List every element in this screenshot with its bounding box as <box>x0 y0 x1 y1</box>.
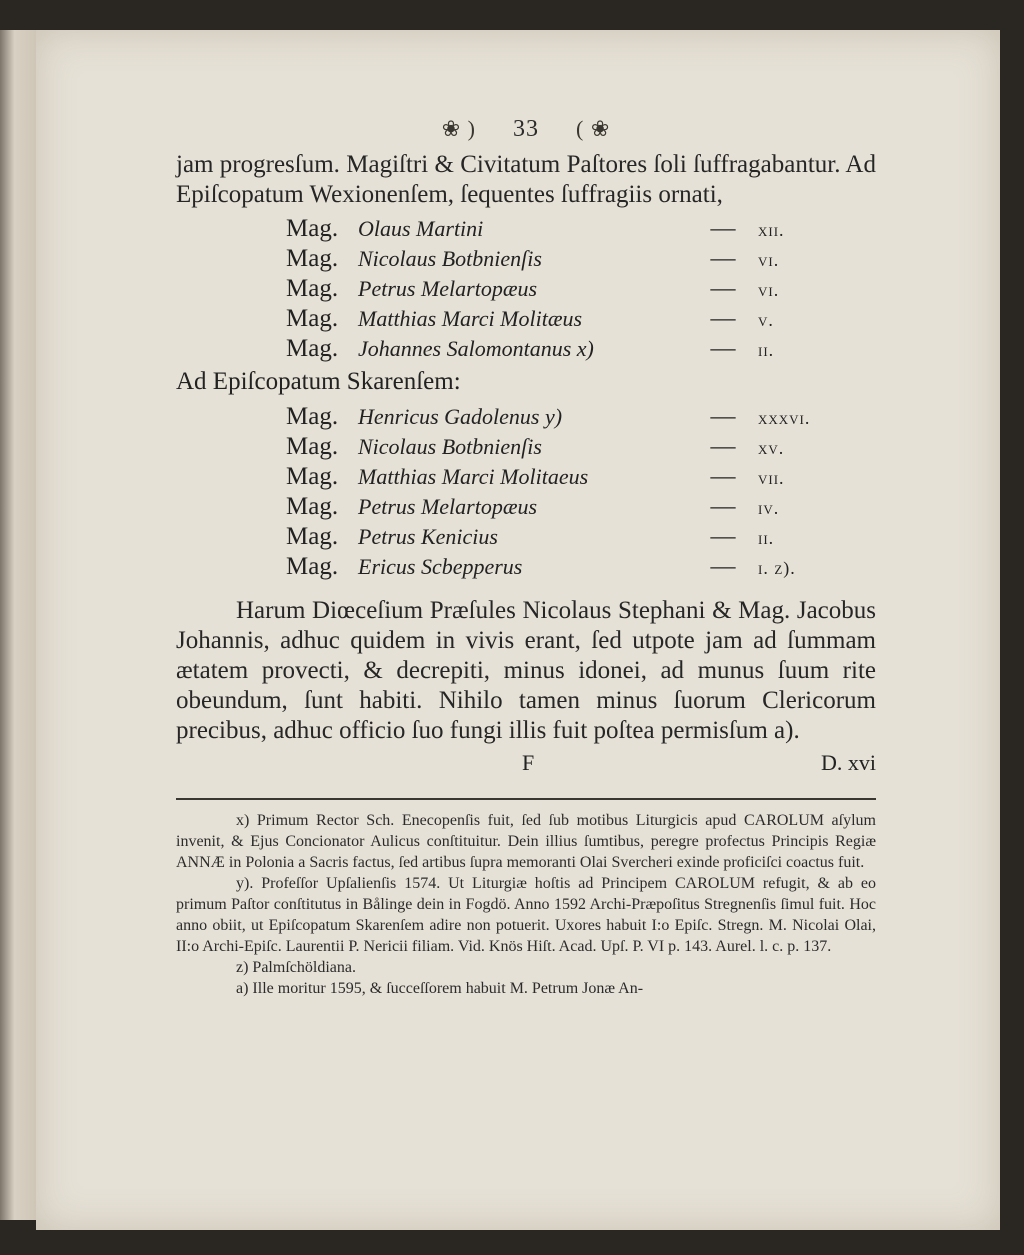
candidate-dash: — <box>710 463 736 490</box>
signature-line <box>176 750 876 780</box>
candidate-votes: v. <box>758 310 774 330</box>
skara-heading: Ad Epiſcopatum Skarenſem: <box>176 368 461 395</box>
candidate-title: Mag. <box>286 215 339 242</box>
candidate-row <box>176 552 876 582</box>
candidate-row <box>176 304 876 334</box>
book-page <box>36 30 1000 1230</box>
candidate-name: Petrus Kenicius <box>358 524 498 549</box>
candidate-row <box>176 492 876 522</box>
candidate-name: Johannes Salomontanus x) <box>358 336 594 361</box>
candidate-dash: — <box>710 275 736 302</box>
flower-ornament-right-icon: ( ❀ <box>576 116 611 141</box>
candidate-votes: iv. <box>758 498 780 518</box>
candidate-name: Matthias Marci Molitaeus <box>358 464 589 489</box>
candidate-name: Ericus Scbepperus <box>358 554 523 579</box>
catchword: D. xvi <box>821 750 876 775</box>
candidate-title: Mag. <box>286 523 339 550</box>
candidate-title: Mag. <box>286 335 339 362</box>
candidate-title: Mag. <box>286 275 339 302</box>
candidate-dash: — <box>710 215 736 242</box>
footnote-a: a) Ille moritur 1595, & ſucceſſorem habuit M. Petrum Jonæ An- <box>236 980 644 997</box>
candidate-title: Mag. <box>286 463 339 490</box>
candidate-name: Petrus Melartopæus <box>358 494 538 519</box>
candidate-title: Mag. <box>286 553 339 580</box>
candidate-dash: — <box>710 553 736 580</box>
intro-paragraph: jam progresſum. Magiſtri & Civitatum Paſtores ſoli ſuffragabantur. Ad Epiſcopatum Wexionenſem, ſequentes ſuffragiis ornati, <box>176 151 876 208</box>
candidate-votes: xxxvi. <box>758 408 811 428</box>
candidate-dash: — <box>710 493 736 520</box>
candidate-votes: xv. <box>758 438 785 458</box>
candidate-dash: — <box>710 523 736 550</box>
skara-candidate-list <box>176 402 876 582</box>
wexio-candidate-list <box>176 214 876 364</box>
page-content <box>176 112 876 999</box>
candidate-row <box>176 244 876 274</box>
candidate-name: Nicolaus Botbnienſis <box>358 434 542 459</box>
candidate-row <box>176 274 876 304</box>
footnote-rule <box>176 798 876 800</box>
candidate-title: Mag. <box>286 403 339 430</box>
book-spine <box>0 30 36 1220</box>
candidate-row <box>176 334 876 364</box>
candidate-votes: ii. <box>758 528 775 548</box>
candidate-row <box>176 522 876 552</box>
candidate-name: Nicolaus Botbnienſis <box>358 246 542 271</box>
candidate-votes: vi. <box>758 250 780 270</box>
candidate-row <box>176 402 876 432</box>
candidate-dash: — <box>710 305 736 332</box>
candidate-votes: xii. <box>758 220 785 240</box>
candidate-dash: — <box>710 335 736 362</box>
candidate-votes: ii. <box>758 340 775 360</box>
flower-ornament-left-icon: ❀ ) <box>441 116 476 141</box>
candidate-name: Matthias Marci Molitæus <box>358 306 583 331</box>
candidate-votes: i. z). <box>758 558 796 578</box>
page-number: 33 <box>513 116 539 142</box>
candidate-dash: — <box>710 245 736 272</box>
signature-mark: F <box>522 750 535 775</box>
candidate-title: Mag. <box>286 245 339 272</box>
footnote-z: z) Palmſchöldiana. <box>236 959 356 976</box>
candidate-title: Mag. <box>286 433 339 460</box>
candidate-name: Olaus Martini <box>358 216 484 241</box>
footnote-x: x) Primum Rector Sch. Enecopenſis fuit, ſed ſub motibus Liturgicis apud CAROLUM aſylum invenit, & Ejus Concionator Aulicus conſtituitur. Dein illius ſumtibus, peregre profectus Principis Regiæ ANNÆ in Polonia a Sacris factus, ſed artibus ſupra memoranti Olai Svercheri exinde proficiſci coactus fuit. <box>176 812 876 871</box>
body-paragraph: Harum Diœceſium Præſules Nicolaus Stephani & Mag. Jacobus Johannis, adhuc quidem in vivis erant, ſed utpote jam ad ſummam ætatem provecti, & decrepiti, minus idonei, ad munus ſuum rite obeundum, ſunt habiti. Nihilo tamen minus ſuorum Clericorum precibus, adhuc officio ſuo fungi illis fuit poſtea permisſum a). <box>176 597 876 744</box>
candidate-dash: — <box>710 403 736 430</box>
candidate-name: Petrus Melartopæus <box>358 276 538 301</box>
candidate-row <box>176 462 876 492</box>
candidate-votes: vii. <box>758 468 785 488</box>
candidate-row <box>176 432 876 462</box>
candidate-name: Henricus Gadolenus y) <box>358 404 563 429</box>
candidate-title: Mag. <box>286 493 339 520</box>
candidate-dash: — <box>710 433 736 460</box>
running-header <box>176 112 876 146</box>
candidate-row <box>176 214 876 244</box>
footnote-y: y). Profeſſor Upſalienſis 1574. Ut Liturgiæ hoſtis ad Principem CAROLUM refugit, & ab eo primum Paſtor conſtitutus in Bålinge dein in Fogdö. Anno 1592 Archi-Præpoſitus Stregnenſis ſimul fuit. Hoc anno obiit, ut Epiſcopatum Skarenſem adire non potuerit. Uxores habuit I:o Epiſc. Stregn. M. Nicolai Olai, II:o Archi-Epiſc. Laurentii P. Nericii filiam. Vid. Knös Hiſt. Acad. Upſ. P. VI p. 143. Aurel. l. c. p. 137. <box>176 875 876 955</box>
candidate-title: Mag. <box>286 305 339 332</box>
candidate-votes: vi. <box>758 280 780 300</box>
